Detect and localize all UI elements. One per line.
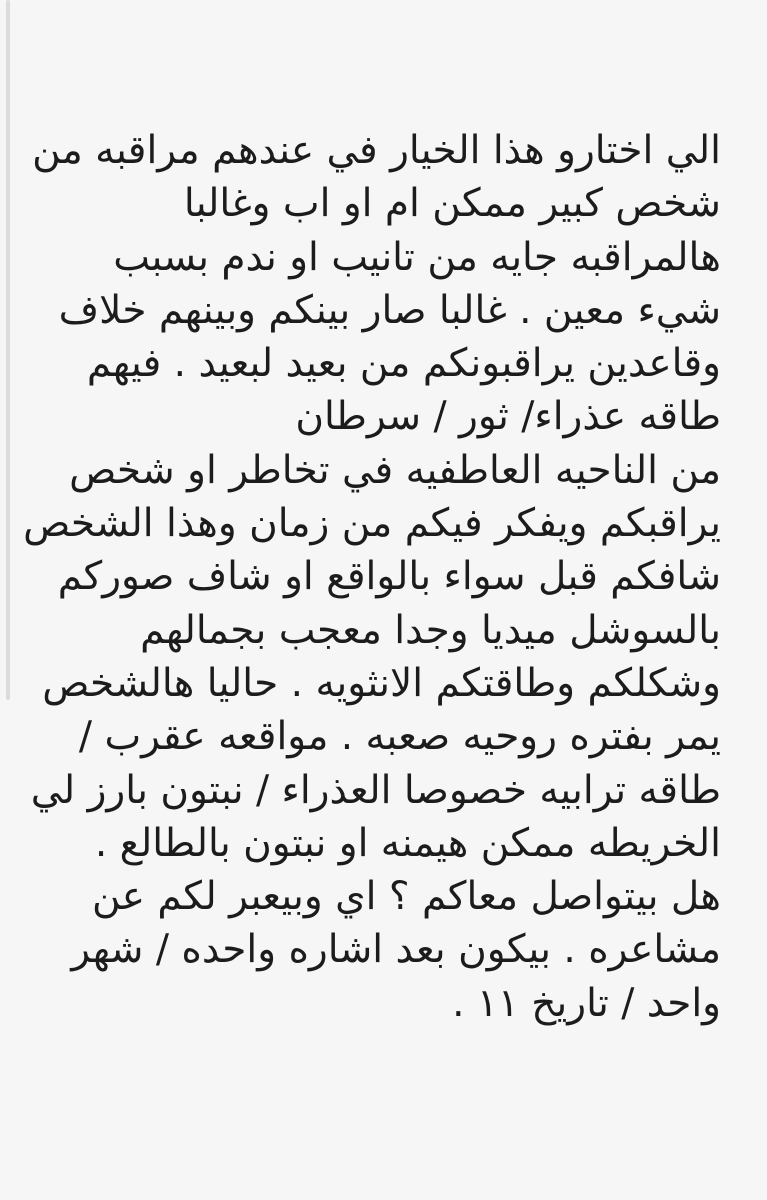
text-line: بالسوشل ميديا وجدا معجب بجمالهم [140, 607, 721, 653]
text-line: طاقه ترابيه خصوصا العذراء / نبتون بارز لي [30, 767, 721, 813]
text-line: وقاعدين يراقبونكم من بعيد لبعيد . فيهم [86, 341, 721, 387]
text-line: من الناحيه العاطفيه في تخاطر او شخص [69, 447, 721, 493]
text-line: شخص كبير ممكن ام او اب وغالبا [183, 181, 721, 227]
message-text [23, 124, 721, 1030]
text-line: وشكلكم وطاقتكم الانثويه . حاليا هالشخص [42, 660, 721, 706]
text-line: شافكم قبل سواء بالواقع او شاف صوركم [57, 554, 721, 600]
scroll-indicator [6, 0, 10, 700]
text-line: طاقه عذراء/ ثور / سرطان [295, 394, 721, 440]
text-line: شيء معين . غالبا صار بينكم وبينهم خلاف [58, 287, 721, 333]
text-line: هالمراقبه جايه من تانيب او ندم بسبب [113, 234, 721, 280]
text-line: مشاعره . بيكون بعد اشاره واحده / شهر [71, 927, 721, 973]
text-line: يمر بفتره روحيه صعبه . مواقعه عقرب / [78, 714, 721, 760]
text-line: الخريطه ممكن هيمنه او نبتون بالطالع . [94, 820, 721, 866]
text-line: هل بيتواصل معاكم ؟ اي وبيعبر لكم عن [92, 874, 721, 920]
text-line: واحد / تاريخ ١١ . [452, 980, 721, 1026]
text-line: يراقبكم ويفكر فيكم من زمان وهذا الشخص [23, 501, 721, 547]
text-line: الي اختارو هذا الخيار في عندهم مراقبه من [32, 128, 721, 173]
